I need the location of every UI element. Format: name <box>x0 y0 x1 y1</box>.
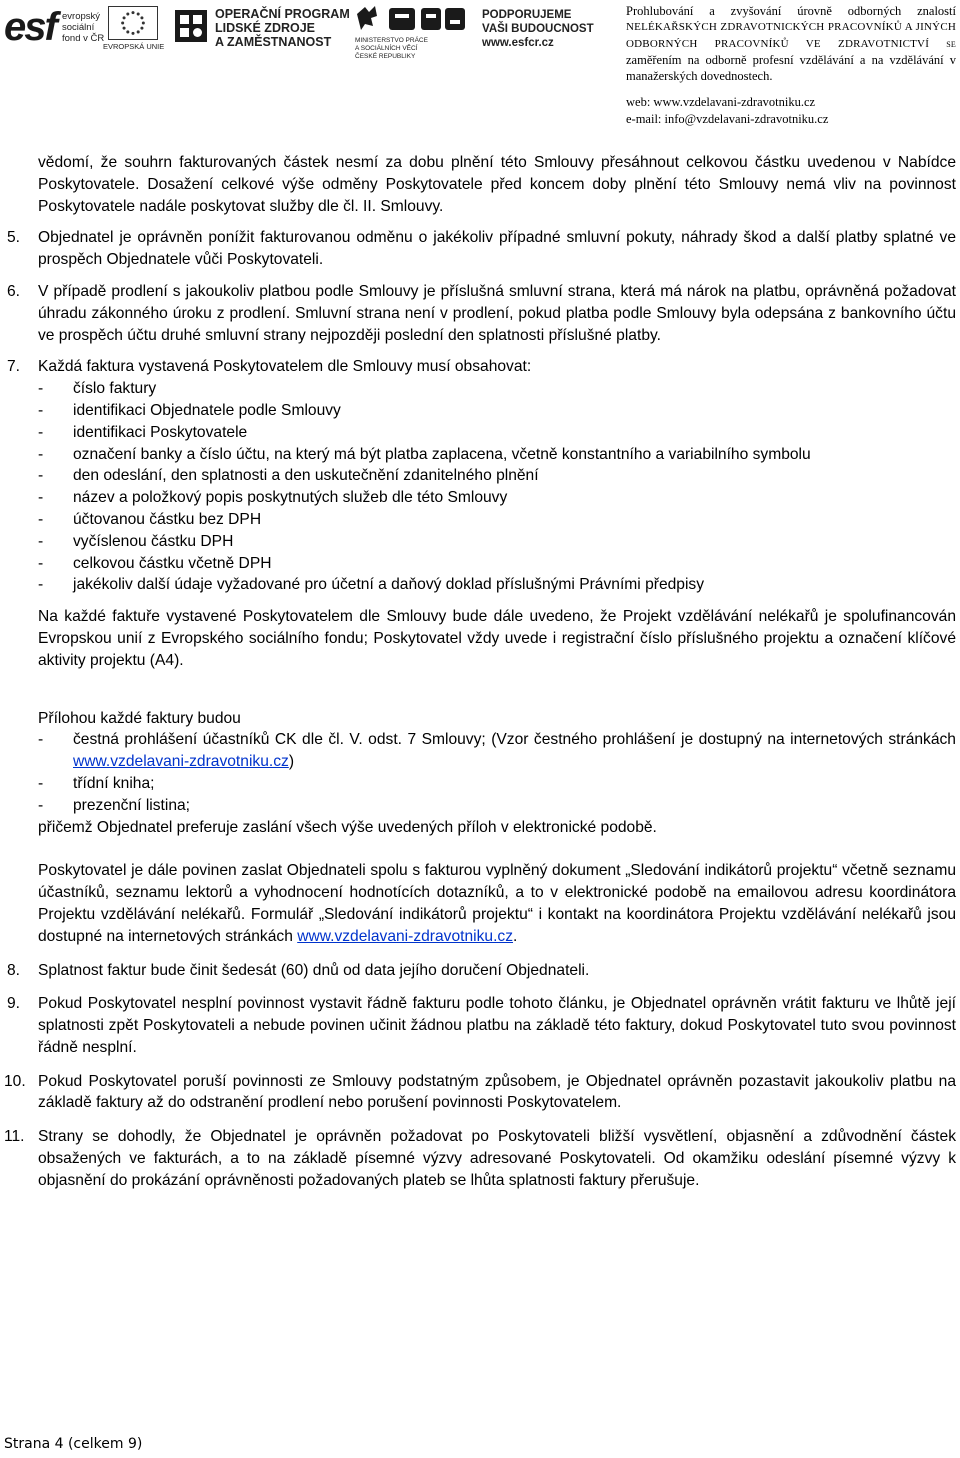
attachments-list <box>38 729 956 816</box>
mpsv-logo <box>355 4 471 60</box>
contact-web[interactable]: web: www.vzdelavani-zdravotniku.cz <box>626 95 816 109</box>
clause-10-number: 10. <box>4 1072 26 1090</box>
clause-11-number: 11. <box>4 1128 25 1146</box>
op-logo-text <box>215 7 350 49</box>
attachments-outro: přičemž Objednatel preferuje zaslání všech výše uvedených příloh v elektronické podobě. <box>38 818 657 836</box>
list-item: - identifikaci Poskytovatele <box>38 423 248 441</box>
attachments-intro: Přílohou každé faktury budou <box>38 709 241 727</box>
intro-paragraph: vědomí, že souhrn fakturovaných částek nesmí za dobu plnění této Smlouvy přesáhnout celkovou částku uvedenou v Nabídce Poskytovatele. Dosažení celkové výše odměny Poskytovatele před koncem doby plnění této Smlouvy nemá vliv na povinnost Poskytovatele nadále poskytovat služby dle čl. II. Smlouvy. <box>38 154 956 215</box>
invoice-note-paragraph: Na každé faktuře vystavené Poskytovatelem dle Smlouvy bude dále uvedeno, že Projekt vzdělávání nelékařů je spolufinancován Evropskou unií z Evropského sociálního fondu; Poskytovatel vždy uvede i registrační číslo příslušného projektu a označení klíčové aktivity projektu (A4). <box>38 608 956 669</box>
clause-7-number: 7. <box>7 358 21 376</box>
invoice-requirements-list <box>38 378 956 596</box>
clause-7-text: Každá faktura vystavená Poskytovatelem dle Smlouvy musí obsahovat: <box>38 358 532 376</box>
page-header <box>0 0 960 130</box>
clause-6-text: V případě prodlení s jakoukoliv platbou podle Smlouvy je příslušná smluvní strana, která má nárok na platbu, oprávněná požadovat úhradu zákonného úroku z prodlení. Smluvní strana není v prodlení, pokud platba podle Smlouvy byla odepsána z bankovního účtu ve prospěch účtu druhé smluvní strany nejpozději poslední den splatnosti příslušné platby. <box>38 282 956 344</box>
list-item: - číslo faktury <box>38 380 157 398</box>
clause-8-text: Splatnost faktur bude činit šedesát (60) dnů od data jejího doručení Objednateli. <box>38 961 590 979</box>
website-link[interactable]: www.vzdelavani-zdravotniku.cz <box>73 753 289 771</box>
project-info-line3: ODBORNÝCH PRACOVNÍKŮ VE ZDRAVOTNICTVÍ se <box>626 37 956 50</box>
esf-logo-line3: fond v ČR <box>62 33 105 44</box>
clause-5-text: Objednatel je oprávněn ponížit fakturovanou odměnu o jakékoliv případné smluvní pokuty, náhrady škod a další platby splatné ve prospěch Objednatele vůči Poskytovateli. <box>38 229 956 269</box>
mpsv-logo-icon <box>355 4 467 34</box>
project-info-line2: NELÉKAŘSKÝCH ZDRAVOTNICKÝCH PRACOVNÍKŮ A JINÝCH <box>626 21 956 34</box>
eu-caption: EVROPSKÁ UNIE <box>103 42 165 51</box>
esfcr-logo <box>480 4 600 54</box>
esf-logo-line1: evropský <box>62 11 101 22</box>
list-item: - třídní kniha; <box>38 774 155 792</box>
op-logo-line2: LIDSKÉ ZDROJE <box>215 21 316 35</box>
clause-7 <box>7 356 956 378</box>
op-logo-icon <box>175 10 207 42</box>
list-item: - identifikaci Objednatele podle Smlouvy <box>38 401 341 419</box>
op-logo <box>175 4 350 50</box>
list-item: - účtovanou částku bez DPH <box>38 510 262 528</box>
list-item: - den odeslání, den splatnosti a den uskutečnění zdanitelného plnění <box>38 467 539 485</box>
document-body <box>4 152 956 1192</box>
project-info-line4: zaměřením na odborně profesní vzdělávání a na vzdělávání v <box>626 52 956 67</box>
page-number-footer: Strana 4 (celkem 9) <box>4 1436 143 1452</box>
list-item: - vyčíslenou částku DPH <box>38 532 234 550</box>
list-item: - prezenční listina; <box>38 796 191 814</box>
clause-6-number: 6. <box>7 282 21 300</box>
indicators-paragraph: Poskytovatel je dále povinen zaslat Objednateli spolu s fakturou vyplněný dokument „Sledování indikátorů projektu“ včetně seznamu účastníků, seznamu lektorů a vyhodnocení hodnotících dotazníků, a to v elektronické podobě na emailovou adresu koordinátora Projektu vzdělávání nelékařů. Formulář „Sledování indikátorů projektu“ i kontakt na koordinátora Projektu vzdělávání nelékařů jsou dostupné na internetových stránkách www.vzdelavani-zdravotniku.cz. <box>38 862 956 945</box>
esfcr-logo-line3: www.esfcr.cz <box>482 37 554 49</box>
contact-info <box>626 94 828 128</box>
list-item: - celkovou částku včetně DPH <box>38 554 272 572</box>
clause-9 <box>7 993 956 1058</box>
clause-9-number: 9. <box>7 995 21 1013</box>
esfcr-logo-line1: PODPORUJEME <box>482 9 572 21</box>
list-item: - název a položkový popis poskytnutých služeb dle této Smlouvy <box>38 489 508 507</box>
clause-8 <box>7 960 956 982</box>
list-item: - čestná prohlášení účastníků CK dle čl. V. odst. 7 Smlouvy; (Vzor čestného prohlášení je dostupný na internetových stránkách www.vzdelavani-zdravotniku.cz) <box>38 731 956 771</box>
esf-logo-line2: sociální <box>62 22 95 33</box>
list-item: - označení banky a číslo účtu, na který má být platba zaplacena, včetně konstantního a variabilního symbolu <box>38 445 811 463</box>
project-info-line5: manažerských dovednostech. <box>626 69 773 84</box>
clause-11-text: Strany se dohodly, že Objednatel je oprávněn požadovat po Poskytovateli bližší vysvětlení, objasnění a zdůvodnění částek obsažených ve fakturách, a to na základě písemné výzvy adresované Poskytovateli. Od okamžiku odeslání písemné výzvy k objasnění do prokázání oprávněnosti požadovaných plateb se lhůta splatnosti faktury přerušuje. <box>38 1128 956 1189</box>
esf-logo-text <box>62 11 104 44</box>
esfcr-logo-line2: VAŠI BUDOUCNOST <box>482 23 594 35</box>
clause-9-text: Pokud Poskytovatel nesplní povinnost vystavit řádně fakturu podle tohoto článku, je Objednatel oprávněn vrátit fakturu ve lhůtě její splatnosti zpět Poskytovateli a nebude povinen učinit žádnou platbu na základě této faktury, dokud Poskytovatel tuto svou povinnost řádně nesplní. <box>38 995 956 1056</box>
website-link[interactable]: www.vzdelavani-zdravotniku.cz <box>297 927 514 945</box>
clause-8-number: 8. <box>7 961 21 979</box>
mpsv-caption-line3: ČESKÉ REPUBLIKY <box>355 53 416 60</box>
mpsv-caption-line1: MINISTERSTVO PRÁCE <box>355 37 428 44</box>
clause-6 <box>7 281 956 346</box>
esf-logo-mark: esf <box>4 5 56 49</box>
clause-10 <box>4 1071 956 1115</box>
op-logo-line3: A ZAMĚSTNANOST <box>215 35 332 49</box>
clause-5 <box>7 227 956 271</box>
list-item: - jakékoliv další údaje vyžadované pro účetní a daňový doklad příslušnými Právními předpisy <box>38 576 705 594</box>
project-info-line1: Prohlubování a zvyšování úrovně odborných znalostí <box>626 4 956 18</box>
mpsv-caption-line2: A SOCIÁLNÍCH VĚCÍ <box>355 45 418 52</box>
contact-email[interactable]: e-mail: info@vzdelavani-zdravotniku.cz <box>626 112 829 126</box>
op-logo-line1: OPERAČNÍ PROGRAM <box>215 7 350 21</box>
esf-logo <box>4 4 164 50</box>
clause-10-text: Pokud Poskytovatel poruší povinnosti ze Smlouvy podstatným způsobem, je Objednatel oprávněn pozastavit jakoukoliv platbu na základě faktury až do odstranění prodlení nebo porušení povinnosti Poskytovatelem. <box>38 1072 956 1112</box>
mpsv-caption <box>355 37 428 61</box>
eu-flag-icon <box>108 6 158 40</box>
clause-5-number: 5. <box>7 229 21 247</box>
project-info <box>626 3 956 84</box>
esfcr-logo-text <box>482 8 594 50</box>
clause-11 <box>4 1126 956 1191</box>
